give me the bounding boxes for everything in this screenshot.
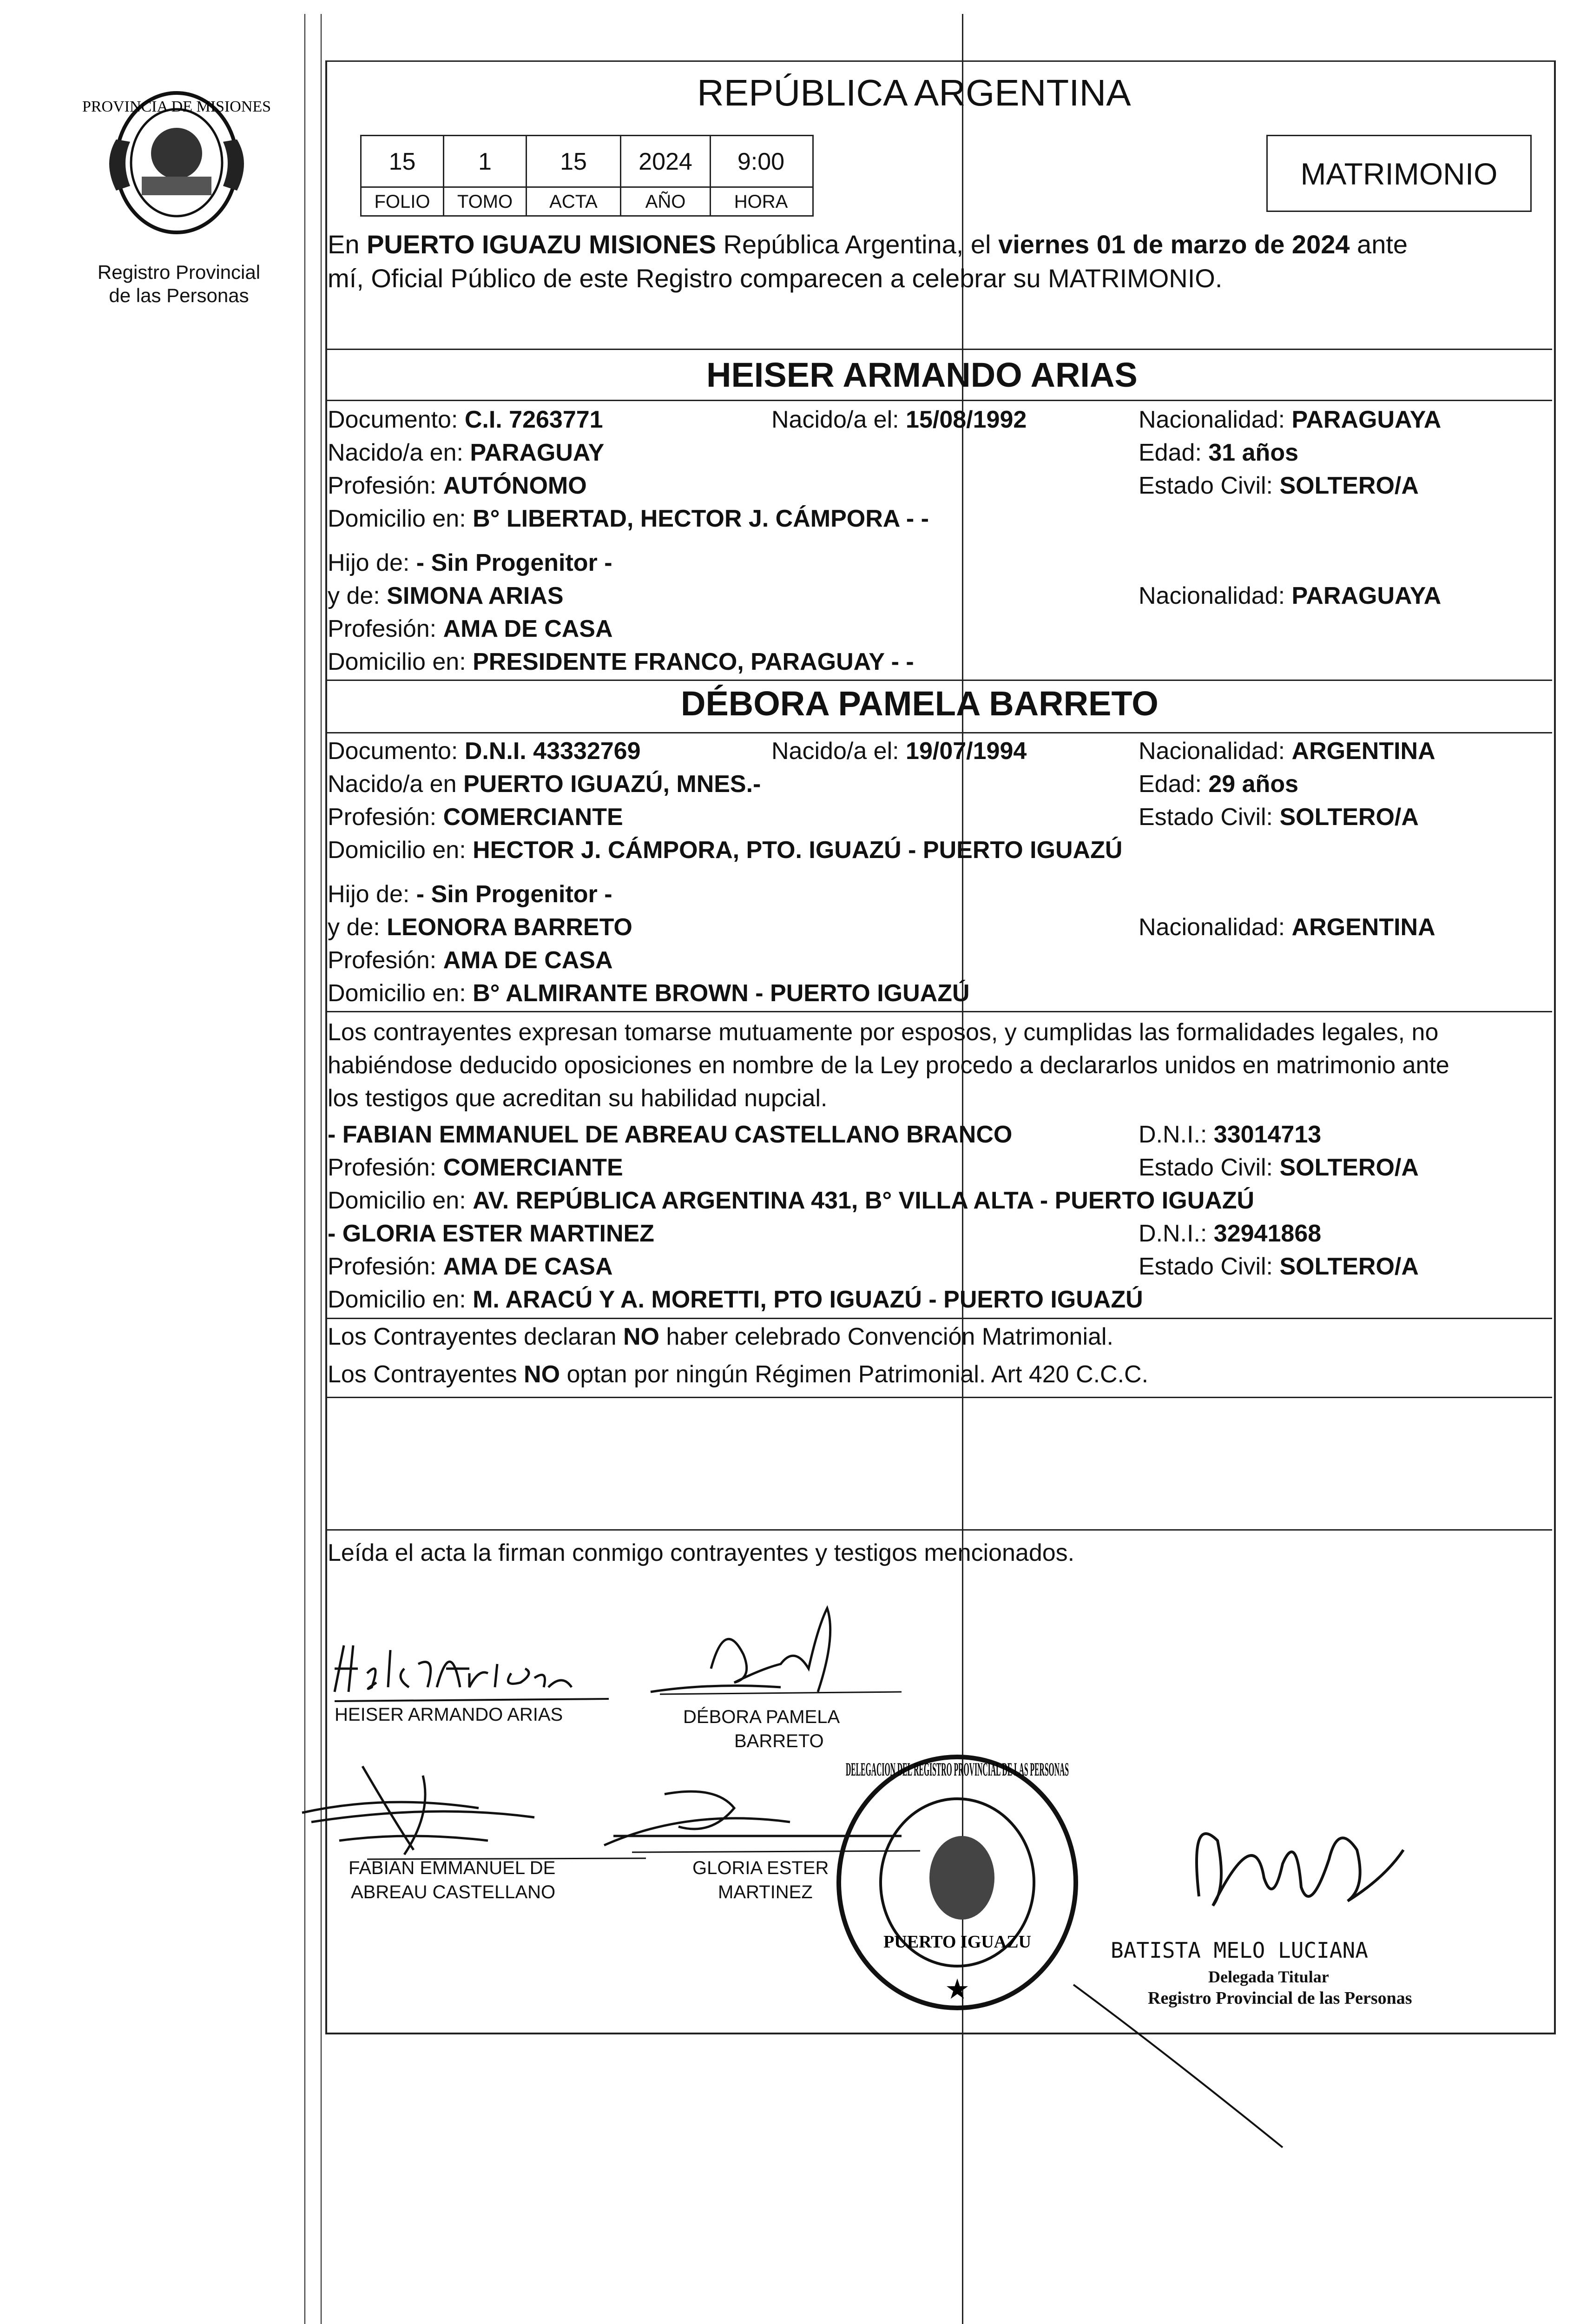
witness1-profession: Profesión: COMERCIANTE — [328, 1154, 623, 1181]
signature-label-heiser: HEISER ARMANDO ARIAS — [335, 1704, 563, 1725]
spouse2-mother-address: Domicilio en: B° ALMIRANTE BROWN - PUERTO IGUAZÚ — [328, 980, 970, 1007]
witness1-name: - FABIAN EMMANUEL DE ABREAU CASTELLANO BRANCO — [328, 1121, 1013, 1148]
tomo-label: TOMO — [444, 191, 527, 213]
spouse1-mother-nationality: Nacionalidad: PARAGUAYA — [1139, 582, 1442, 609]
spouse1-father: Hijo de: - Sin Progenitor - — [328, 549, 612, 576]
spouse1-nationality: Nacionalidad: PARAGUAYA — [1139, 406, 1442, 433]
folio-sep — [443, 136, 444, 215]
anio-label: AÑO — [621, 191, 711, 213]
official-title: Delegada Titular — [1208, 1967, 1329, 1986]
section-divider — [325, 400, 1552, 401]
signature-heiser — [330, 1618, 618, 1710]
folio-sep — [620, 136, 621, 215]
folio-values-row — [362, 136, 812, 186]
witness2-address: Domicilio en: M. ARACÚ Y A. MORETTI, PTO IGUAZÚ - PUERTO IGUAZÚ — [328, 1286, 1143, 1313]
section-divider — [325, 680, 1552, 681]
signature-label-debora-1: DÉBORA PAMELA — [683, 1707, 840, 1727]
witness1-address: Domicilio en: AV. REPÚBLICA ARGENTINA 431, B° VILLA ALTA - PUERTO IGUAZÚ — [328, 1187, 1255, 1214]
official-name: BATISTA MELO LUCIANA — [1111, 1938, 1368, 1963]
margin-line-left — [304, 14, 305, 2324]
acta-label: ACTA — [527, 191, 621, 213]
stamp-ring-text: DELEGACION DEL REGISTRO PROVINCIAL DE LAS PERSONAS — [846, 1759, 1069, 1780]
section-divider — [325, 1318, 1552, 1319]
signature-label-fabian-1: FABIAN EMMANUEL DE — [349, 1858, 556, 1878]
acta-value: 15 — [527, 145, 621, 178]
declaration-line3: los testigos que acreditan su habilidad nupcial. — [328, 1085, 828, 1112]
signature-debora — [641, 1599, 911, 1710]
org-name-line2: de las Personas — [109, 284, 249, 306]
spouse2-birthplace: Nacido/a en PUERTO IGUAZÚ, MNES.- — [328, 771, 761, 798]
witness1-dni: D.N.I.: 33014713 — [1139, 1121, 1322, 1148]
convention-line2: Los Contrayentes NO optan por ningún Régimen Patrimonial. Art 420 C.C.C. — [328, 1361, 1149, 1388]
witness1-civil-status: Estado Civil: SOLTERO/A — [1139, 1154, 1419, 1181]
act-type: MATRIMONIO — [1300, 157, 1498, 191]
witness2-dni: D.N.I.: 32941868 — [1139, 1220, 1322, 1247]
spouse2-birthdate: Nacido/a el: 19/07/1994 — [771, 738, 1027, 765]
logo-seal-text: PROVINCIA DE MISIONES — [82, 98, 271, 115]
signature-official — [1162, 1794, 1441, 1943]
spouse2-profession: Profesión: COMERCIANTE — [328, 804, 623, 831]
intro-line2: mí, Oficial Público de este Registro comparecen a celebrar su MATRIMONIO. — [328, 264, 1223, 293]
witness2-civil-status: Estado Civil: SOLTERO/A — [1139, 1253, 1419, 1280]
folio-label: FOLIO — [362, 191, 444, 213]
section-divider — [325, 1011, 1552, 1012]
spouse2-father: Hijo de: - Sin Progenitor - — [328, 881, 612, 908]
spouse2-name: DÉBORA PAMELA BARRETO — [681, 684, 1159, 723]
spouse2-nationality: Nacionalidad: ARGENTINA — [1139, 738, 1435, 765]
spouse2-document: Documento: D.N.I. 43332769 — [328, 738, 641, 765]
spouse2-address: Domicilio en: HECTOR J. CÁMPORA, PTO. IGUAZÚ - PUERTO IGUAZÚ — [328, 837, 1123, 864]
tomo-value: 1 — [444, 145, 527, 178]
spouse2-age: Edad: 29 años — [1139, 771, 1298, 798]
folio-table — [360, 135, 814, 217]
intro-line1: En PUERTO IGUAZU MISIONES República Argentina, el viernes 01 de marzo de 2024 ante — [328, 230, 1408, 259]
margin-line-left-2 — [321, 14, 322, 2324]
spouse2-civil-status: Estado Civil: SOLTERO/A — [1139, 804, 1419, 831]
stamp-center-text: PUERTO IGUAZU — [883, 1932, 1031, 1952]
spouse2-mother: y de: LEONORA BARRETO — [328, 914, 632, 941]
signature-label-debora-2: BARRETO — [734, 1731, 824, 1751]
signature-label-gloria-2: MARTINEZ — [718, 1882, 813, 1902]
signature-label-fabian-2: ABREAU CASTELLANO — [351, 1882, 556, 1902]
folio-sep — [710, 136, 711, 215]
official-org: Registro Provincial de las Personas — [1148, 1988, 1412, 2008]
closing-text: Leída el acta la firman conmigo contrayentes y testigos mencionados. — [328, 1539, 1075, 1566]
anio-value: 2024 — [621, 145, 711, 178]
convention-line1: Los Contrayentes declaran NO haber celebrado Convención Matrimonial. — [328, 1323, 1113, 1350]
declaration-line1: Los contrayentes expresan tomarse mutuamente por esposos, y cumplidas las formalidades legales, no — [328, 1019, 1439, 1046]
folio-sep — [526, 136, 527, 215]
spouse1-mother-address: Domicilio en: PRESIDENTE FRANCO, PARAGUAY - - — [328, 648, 914, 675]
pen-stroke — [1069, 1980, 1292, 2157]
spouse1-document: Documento: C.I. 7263771 — [328, 406, 603, 433]
folio-value: 15 — [362, 145, 444, 178]
official-round-stamp — [827, 1748, 1087, 2017]
witness2-profession: Profesión: AMA DE CASA — [328, 1253, 613, 1280]
spouse1-mother: y de: SIMONA ARIAS — [328, 582, 564, 609]
hora-label: HORA — [734, 191, 788, 212]
spouse2-mother-profession: Profesión: AMA DE CASA — [328, 947, 613, 974]
spouse1-address: Domicilio en: B° LIBERTAD, HECTOR J. CÁMPORA - - — [328, 505, 929, 532]
page-title: REPÚBLICA ARGENTINA — [697, 72, 1131, 113]
spouse1-name: HEISER ARMANDO ARIAS — [706, 356, 1138, 394]
province-logo — [82, 84, 271, 242]
spouse1-age: Edad: 31 años — [1139, 439, 1298, 466]
spouse1-mother-profession: Profesión: AMA DE CASA — [328, 615, 613, 642]
folio-labels-row — [362, 188, 812, 214]
section-divider — [325, 1397, 1552, 1398]
spouse1-birthplace: Nacido/a en: PARAGUAY — [328, 439, 605, 466]
spouse1-profession: Profesión: AUTÓNOMO — [328, 472, 587, 499]
signature-label-gloria-1: GLORIA ESTER — [692, 1858, 829, 1878]
star-icon: ★ — [945, 1974, 970, 2005]
spouse1-civil-status: Estado Civil: SOLTERO/A — [1139, 472, 1419, 499]
spouse2-mother-nationality: Nacionalidad: ARGENTINA — [1139, 914, 1435, 941]
declaration-line2: habiéndose deducido oposiciones en nombre de la Ley procedo a declararlos unidos en matrimonio ante — [328, 1052, 1449, 1079]
witness2-name: - GLORIA ESTER MARTINEZ — [328, 1220, 654, 1247]
section-divider — [325, 732, 1552, 733]
section-divider — [325, 1529, 1552, 1531]
org-name-line1: Registro Provincial — [97, 261, 261, 283]
hora-value: 9:00 — [737, 148, 785, 175]
section-divider — [325, 349, 1552, 350]
act-type-box — [1266, 135, 1532, 212]
spouse1-birthdate: Nacido/a el: 15/08/1992 — [771, 406, 1027, 433]
